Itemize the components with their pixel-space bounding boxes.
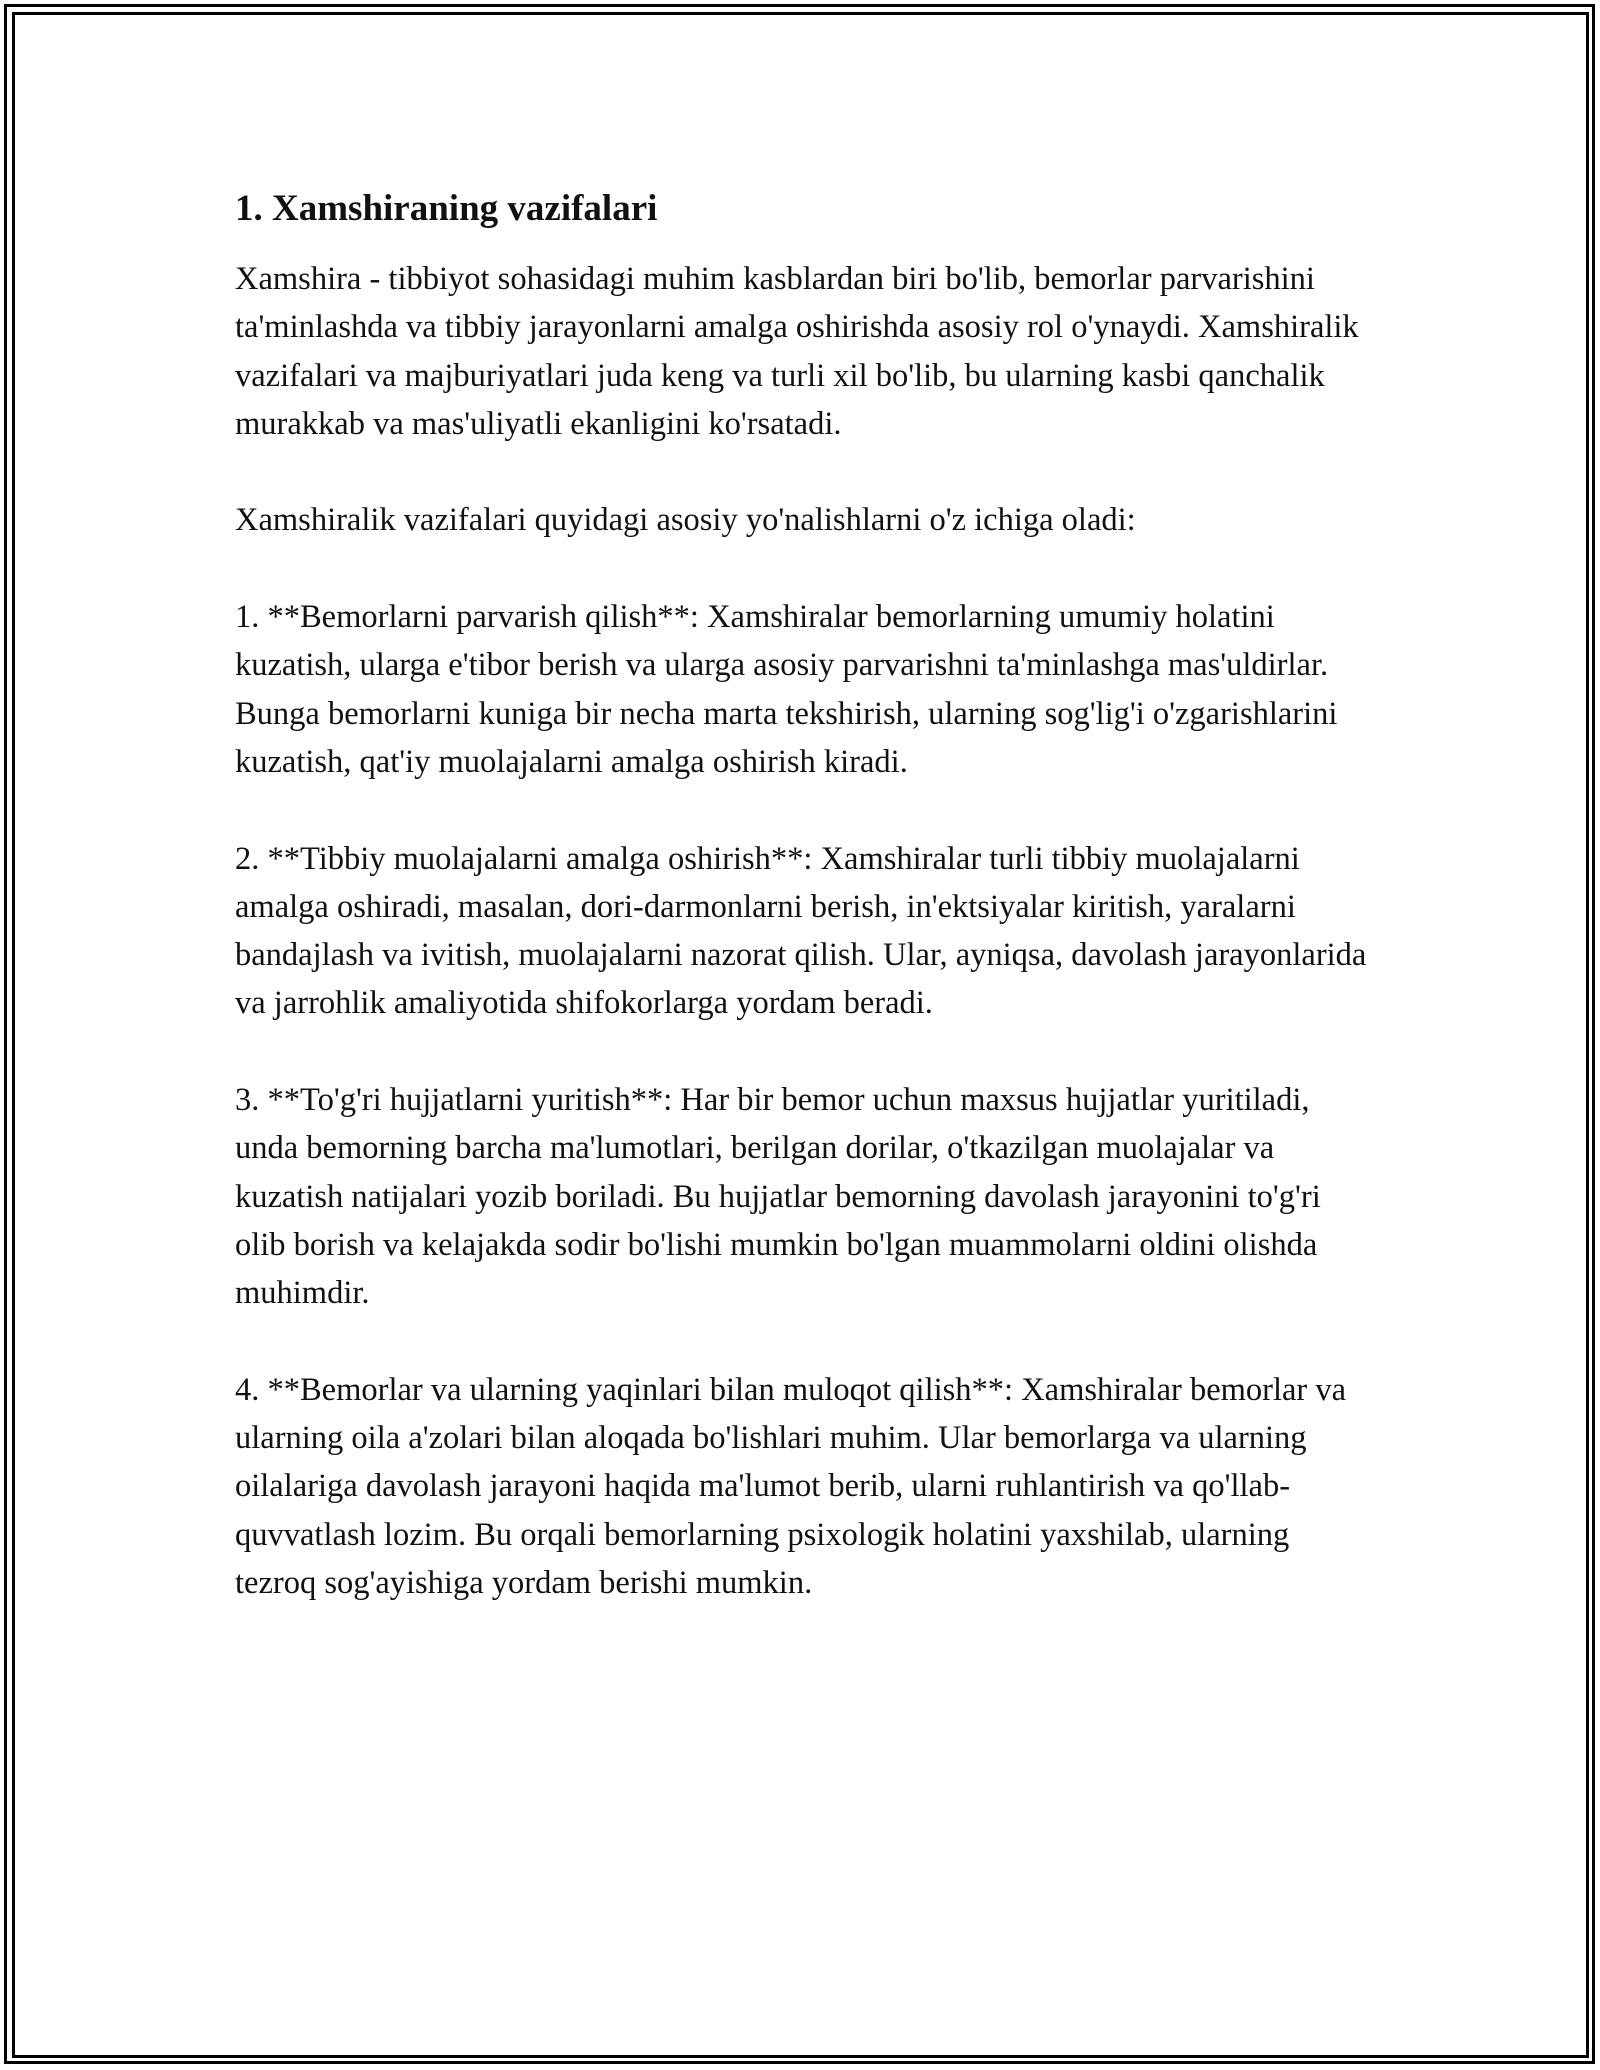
paragraph-item-1: 1. **Bemorlarni parvarish qilish**: Xamshiralar bemorlarning umumiy holatini kuzatish, ularga e'tibor berish va ularga asosiy parvarishni ta'minlashga mas'uldirlar. Bunga bemorlarni kuniga bir necha marta tekshirish, ularning sog'lig'i o'zgarishlarini kuzatish, qat'iy muolajalarni amalga oshirish kiradi. — [235, 599, 1338, 780]
paragraph-item-3: 3. **To'g'ri hujjatlarni yuritish**: Har bir bemor uchun maxsus hujjatlar yuritiladi, unda bemorning barcha ma'lumotlari, berilgan dorilar, o'tkazilgan muolajalar va kuzatish natijalari yozib boriladi. Bu hujjatlar bemorning davolash jarayonini to'g'ri olib borish va kelajakda sodir bo'lishi mumkin bo'lgan muammolarni oldini olishda muhimdir. — [235, 1082, 1321, 1312]
paragraph-intro: Xamshira - tibbiyot sohasidagi muhim kasblardan biri bo'lib, bemorlar parvarishini ta'minlashda va tibbiy jarayonlarni amalga oshirishda asosiy rol o'ynaydi. Xamshiralik vazifalari va majburiyatlari juda keng va turli xil bo'lib, bu ularning kasbi qanchalik murakkab va mas'uliyatli ekanligini ko'rsatadi. — [235, 261, 1359, 442]
document-title: 1. Xamshiraning vazifalari — [235, 188, 658, 229]
paragraph-list-intro: Xamshiralik vazifalari quyidagi asosiy yo'nalishlarni o'z ichiga oladi: — [235, 502, 1136, 539]
paragraph-item-4: 4. **Bemorlar va ularning yaqinlari bilan muloqot qilish**: Xamshiralar bemorlar va ularning oila a'zolari bilan aloqada bo'lishlari muhim. Ular bemorlarga va ularning oilalariga davolash jarayoni haqida ma'lumot berib, ularni ruhlantirish va qo'llab-quvvatlash lozim. Bu orqali bemorlarning psixologik holatini yaxshilab, ularning tezroq sog'ayishiga yordam berishi mumkin. — [235, 1371, 1347, 1602]
paragraph-item-2: 2. **Tibbiy muolajalarni amalga oshirish**: Xamshiralar turli tibbiy muolajalarni amalga oshiradi, masalan, dori-darmonlarni berish, in'ektsiyalar kiritish, yaralarni bandajlash va ivitish, muolajalarni nazorat qilish. Ular, ayniqsa, davolash jarayonlarida va jarrohlik amaliyotida shifokorlarga yordam beradi. — [235, 840, 1367, 1022]
document-body — [235, 185, 1370, 1656]
